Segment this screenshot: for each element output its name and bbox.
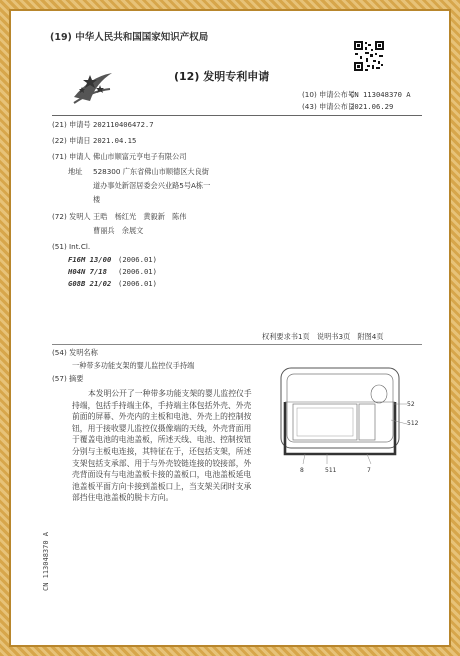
ipc-code-2: H04N 7/18 (68, 267, 107, 276)
applicant-name: 佛山市顺富元亨电子有限公司 (93, 152, 187, 161)
ipc-version-2: (2006.01) (118, 267, 157, 276)
document-type: (12) 发明专利申请 (174, 70, 270, 83)
inventors-line-2: 曹丽兵 余展文 (93, 226, 144, 235)
inventors-label: (72) 发明人 (52, 212, 91, 221)
invention-title: 一种带多功能支架的婴儿监控仪手持端 (72, 361, 195, 370)
label-511: 511 (325, 467, 337, 474)
ipc-version-1: (2006.01) (118, 255, 157, 264)
applicant-label: (71) 申请人 (52, 152, 91, 161)
qr-code-icon (353, 40, 385, 72)
ipc-code-1: F16M 13/00 (68, 255, 112, 264)
header-divider (52, 115, 422, 116)
application-number: 202110406472.7 (93, 120, 154, 129)
patent-page (12, 12, 448, 644)
biblio-divider (52, 344, 422, 345)
application-date: 2021.04.15 (93, 136, 137, 145)
side-publication-code: CN 113048370 A (42, 532, 50, 592)
label-7: 7 (367, 467, 371, 474)
publication-number: CN 113048370 A (350, 90, 411, 99)
publication-date-label: (43) 申请公布日 (302, 102, 355, 111)
label-52: 52 (407, 401, 415, 408)
label-8: 8 (300, 467, 304, 474)
publication-date: 2021.06.29 (350, 102, 394, 111)
publication-number-label: (10) 申请公布号 (302, 90, 355, 99)
address-line-1: 528300 广东省佛山市顺德区大良街 (93, 167, 209, 176)
ipc-version-3: (2006.01) (118, 279, 157, 288)
address-label: 地址 (68, 167, 83, 176)
address-line-2: 道办事处新滘居委会兴业路5号A栋一 (93, 181, 211, 190)
address-line-3: 楼 (93, 195, 101, 204)
label-512: 512 (407, 420, 419, 427)
page-count-info: 权利要求书1页 说明书3页 附图4页 (262, 332, 384, 341)
abstract-text: 本发明公开了一种带多功能支架的婴儿监控仪手持端，包括手持端主体，手持端主体包括外壳、外壳前面的屏幕、外壳内的主板和电池、外壳上的控制按钮，用于接收婴儿监控仪摄像端的天线，外壳背面用于覆盖电池的电池盖板，所述天线、电池、控制按钮分别与主板电连接，其特征在于，还包括支架，所述支架包括支承部、用于与外壳铰链连接的铰接部，外壳背面设有与电池盖板卡接的盖板口，电池盖板延电池盖板平面方向卡接到盖板口上，当支架关闭时支承部挡住电池盖板的脱卡方向。 (72, 389, 252, 503)
application-number-label: (21) 申请号 (52, 120, 91, 129)
cnipa-emblem-icon (70, 67, 116, 109)
invention-title-label: (54) 发明名称 (52, 348, 98, 357)
ipc-code-3: G08B 21/02 (68, 279, 112, 288)
ipc-label: (51) Int.Cl. (52, 242, 91, 251)
office-name: (19) 中华人民共和国国家知识产权局 (50, 32, 209, 43)
device-drawing (267, 364, 417, 476)
application-date-label: (22) 申请日 (52, 136, 91, 145)
inventors-line-1: 王晧 杨红光 黄毅新 陈伟 (93, 212, 187, 221)
abstract-label: (57) 摘要 (52, 374, 84, 383)
